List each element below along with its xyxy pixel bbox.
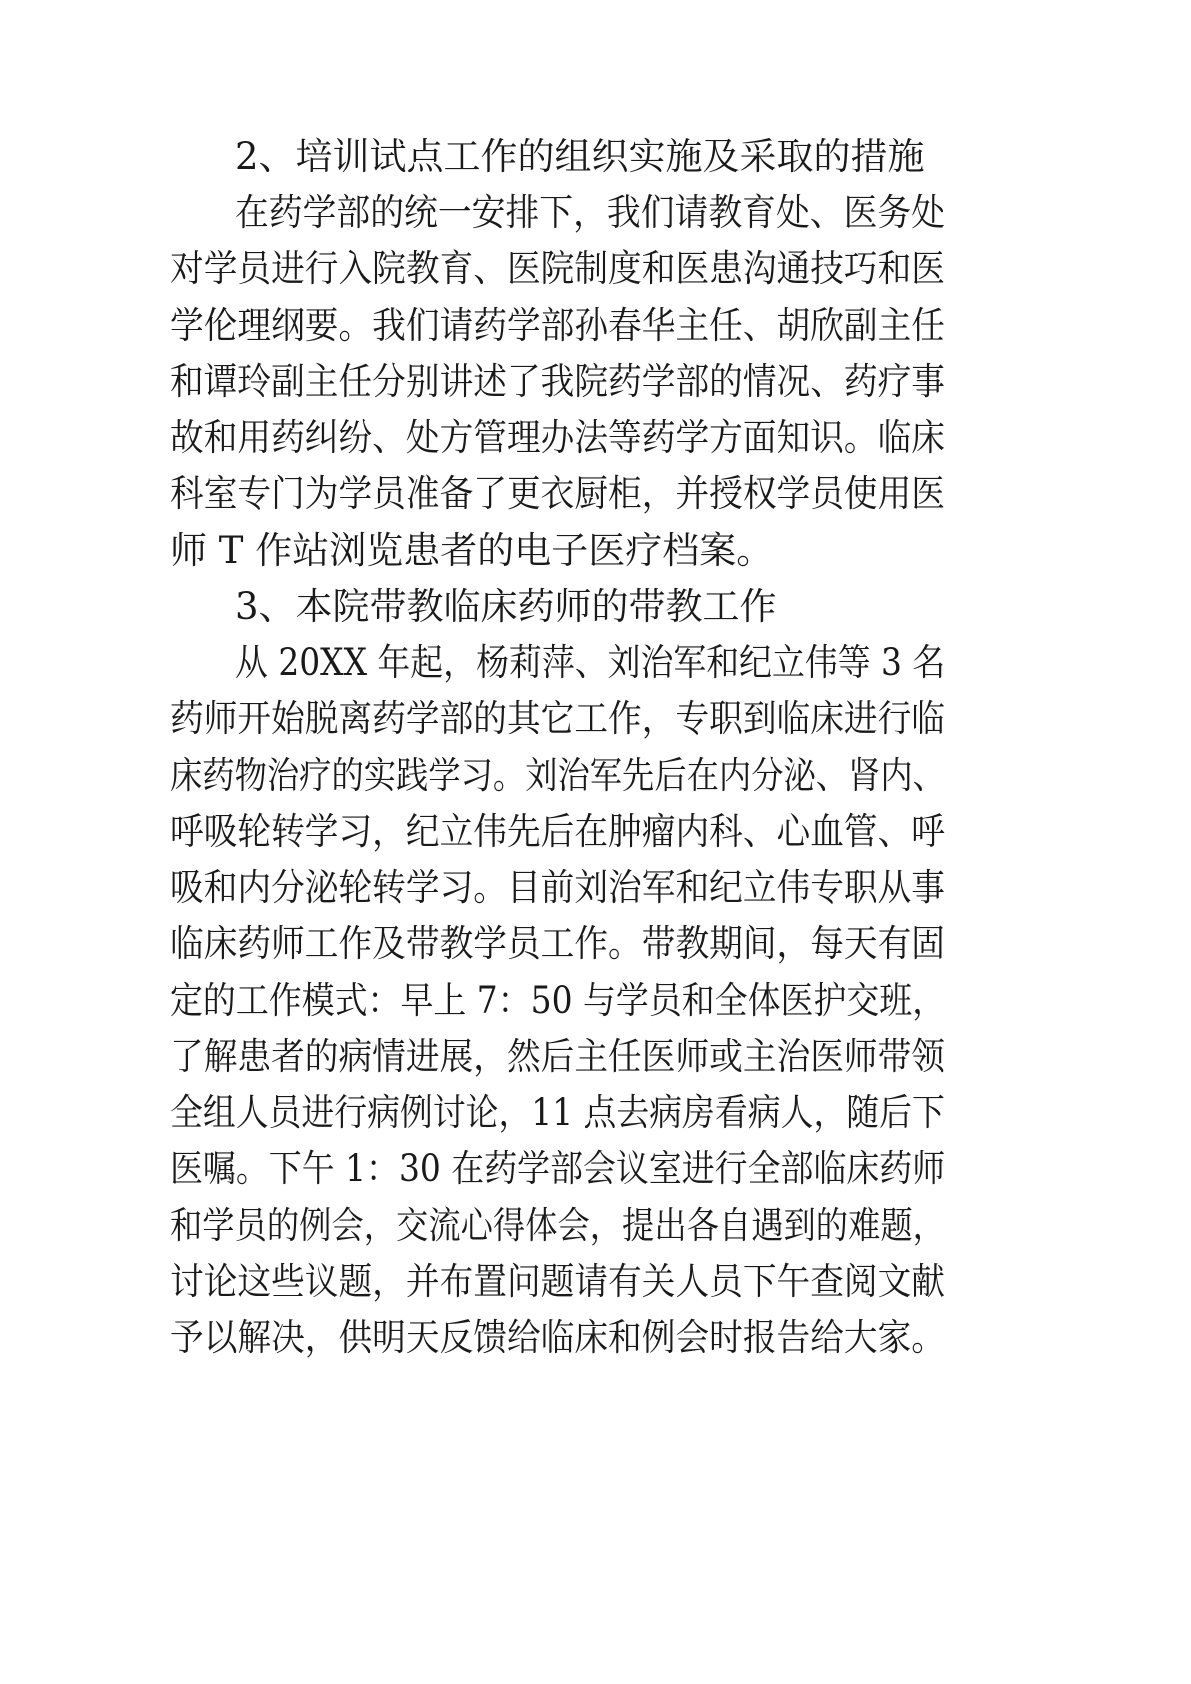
paragraph-line: 师 T 作站浏览患者的电子医疗档案。 <box>170 529 774 572</box>
paragraph-line: 呼吸轮转学习，纪立伟先后在肿瘤内科、心血管、呼 <box>170 810 946 853</box>
paragraph-line: 对学员进行入院教育、医院制度和医患沟通技巧和医 <box>170 247 946 290</box>
section-heading-2: 2、培训试点工作的组织实施及采取的措施 <box>235 135 925 178</box>
section-heading-3: 3、本院带教临床药师的带教工作 <box>235 585 777 628</box>
paragraph-line: 学伦理纲要。我们请药学部孙春华主任、胡欣副主任 <box>170 304 946 347</box>
paragraph-line: 临床药师工作及带教学员工作。带教期间，每天有固 <box>170 922 946 965</box>
paragraph-line: 科室专门为学员准备了更衣厨柜，并授权学员使用医 <box>170 472 946 515</box>
paragraph-line: 讨论这些议题，并布置问题请有关人员下午查阅文献 <box>170 1260 946 1303</box>
paragraph-line: 了解患者的病情进展，然后主任医师或主治医师带领 <box>170 1035 946 1078</box>
paragraph-line: 故和用药纠纷、处方管理办法等药学方面知识。临床 <box>170 416 946 459</box>
paragraph-line: 在药学部的统一安排下，我们请教育处、医务处 <box>235 191 946 234</box>
paragraph-line: 予以解决，供明天反馈给临床和例会时报告给大家。 <box>170 1316 946 1359</box>
paragraph-line: 全组人员进行病例讨论，11 点去病房看病人，随后下 <box>170 1091 945 1134</box>
paragraph-line: 和谭玲副主任分别讲述了我院药学部的情况、药疗事 <box>170 360 946 403</box>
paragraph-line: 和学员的例会，交流心得体会，提出各自遇到的难题， <box>170 1204 945 1247</box>
paragraph-line: 药师开始脱离药学部的其它工作，专职到临床进行临 <box>170 697 946 740</box>
paragraph-line: 吸和内分泌轮转学习。目前刘治军和纪立伟专职从事 <box>170 866 946 909</box>
paragraph-line: 医嘱。下午 1：30 在药学部会议室进行全部临床药师 <box>170 1147 946 1190</box>
paragraph-line: 从 20XX 年起，杨莉萍、刘治军和纪立伟等 3 名 <box>235 641 946 684</box>
paragraph-line: 床药物治疗的实践学习。刘治军先后在内分泌、肾内、 <box>170 754 945 797</box>
paragraph-line: 定的工作模式：早上 7：50 与学员和全体医护交班， <box>170 979 946 1022</box>
